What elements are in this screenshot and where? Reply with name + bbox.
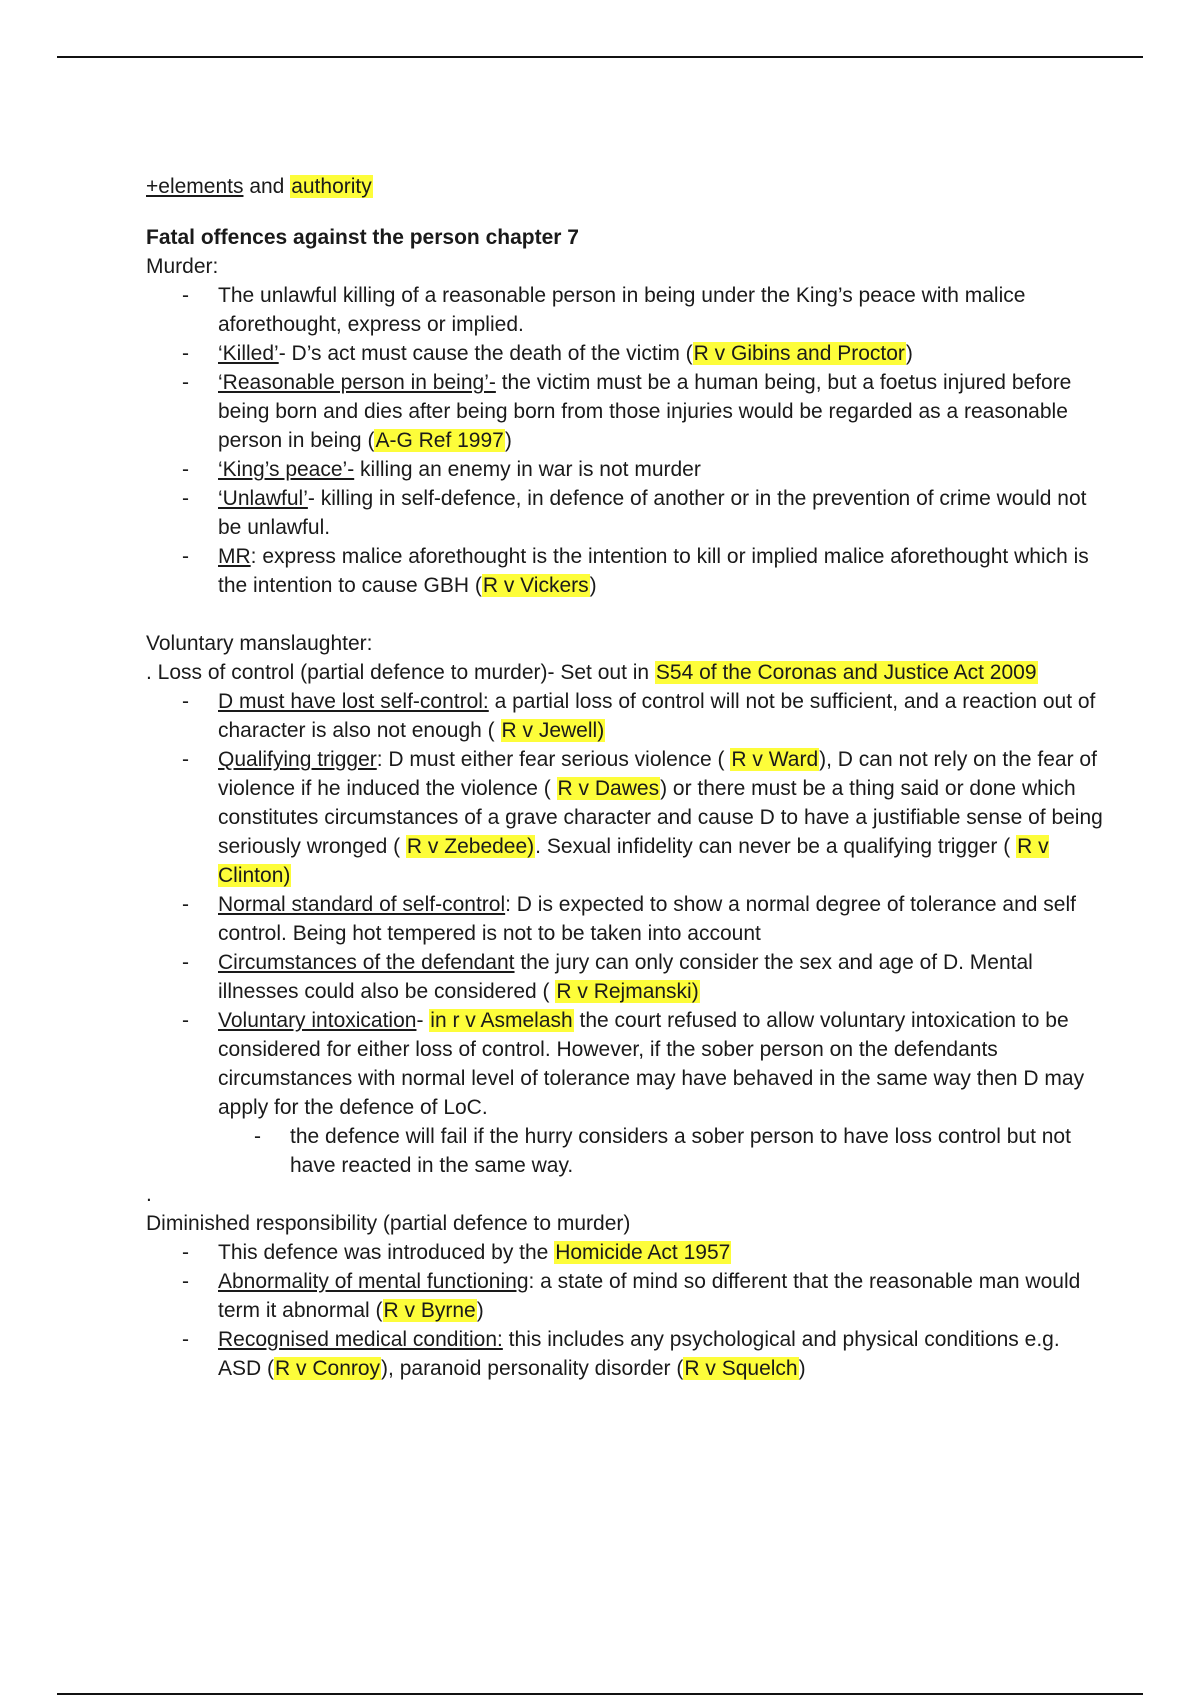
case-highlight: in r v Asmelash [430, 1009, 573, 1032]
stray-dot: . [146, 1183, 152, 1206]
document-body [146, 172, 1106, 1383]
authority-highlight: authority [291, 175, 372, 198]
diminished-item: - Recognised medical condition: this includes any psychological and physical conditions e.g. ASD (R v Conroy), paranoid personality disorder (R v Squelch) [218, 1325, 1106, 1383]
diminished-list [146, 1238, 1106, 1383]
loc-item-intoxication: - Voluntary intoxication- in r v Asmelash the court refused to allow voluntary intoxication to be considered for either loss of control. However, if the sober person on the defendants circumstances with normal level of tolerance may have behaved in the same way then D may apply for the defence of LoC. - the defence will fail if the hurry considers a sober person to have loss control but not have reacted in the same way. [218, 1006, 1106, 1180]
intoxication-subitem: - the defence will fail if the hurry considers a sober person to have loss control but not have reacted in the same way. [290, 1122, 1106, 1180]
case-highlight: R v Squelch [684, 1357, 798, 1380]
diminished-item: - This defence was introduced by the Homicide Act 1957 [218, 1238, 1106, 1267]
bottom-rule [57, 1693, 1143, 1695]
case-highlight: R v Zebedee) [406, 835, 535, 858]
case-highlight: R v Clinton) [218, 835, 1049, 887]
murder-item: - ‘Killed’- D’s act must cause the death of the victim (R v Gibins and Proctor) [218, 339, 1106, 368]
statute-highlight: Homicide Act 1957 [555, 1241, 731, 1264]
murder-item: - ‘King’s peace’- killing an enemy in war is not murder [218, 455, 1106, 484]
case-highlight: A-G Ref 1997 [375, 429, 504, 452]
top-rule [57, 56, 1143, 58]
elements-label: +elements [146, 175, 244, 198]
murder-item: - ‘Unlawful’- killing in self-defence, in defence of another or in the prevention of crime would not be unlawful. [218, 484, 1106, 542]
case-highlight: R v Rejmanski) [556, 980, 699, 1003]
diminished-heading: Diminished responsibility (partial defence to murder) [146, 1212, 631, 1235]
murder-item: - The unlawful killing of a reasonable person in being under the King’s peace with malice aforethought, express or implied. [218, 281, 1106, 339]
voluntary-heading: Voluntary manslaughter: [146, 632, 373, 655]
header-line [146, 172, 1106, 201]
intoxication-sublist [218, 1122, 1106, 1180]
murder-list [146, 281, 1106, 600]
case-highlight: R v Byrne [383, 1299, 476, 1322]
case-highlight: R v Gibins and Proctor [693, 342, 905, 365]
case-highlight: R v Vickers [482, 574, 589, 597]
case-highlight: R v Jewell) [501, 719, 605, 742]
case-highlight: R v Dawes [557, 777, 660, 800]
statute-highlight: S54 of the Coronas and Justice Act 2009 [655, 661, 1037, 684]
murder-heading: Murder: [146, 255, 219, 278]
loss-of-control-list [146, 687, 1106, 1180]
loss-of-control-intro: . Loss of control (partial defence to murder)- Set out in S54 of the Coronas and Justice Act 2009 [146, 661, 1037, 684]
murder-item: - MR: express malice aforethought is the intention to kill or implied malice aforethought which is the intention to cause GBH (R v Vickers) [218, 542, 1106, 600]
document-title: Fatal offences against the person chapter 7 [146, 226, 579, 249]
loc-item: - Normal standard of self-control: D is expected to show a normal degree of tolerance and self control. Being hot tempered is not to be taken into account [218, 890, 1106, 948]
loc-item-qualifying-trigger: - Qualifying trigger: D must either fear serious violence ( R v Ward), D can not rely on the fear of violence if he induced the violence ( R v Dawes) or there must be a thing said or done which constitutes circumstances of a grave character and cause D to have a justifiable sense of being seriously wronged ( R v Zebedee). Sexual infidelity can never be a qualifying trigger ( R v Clinton) [218, 745, 1106, 890]
and-text: and [243, 175, 291, 198]
loc-item: - D must have lost self-control: a partial loss of control will not be sufficient, and a reaction out of character is also not enough ( R v Jewell) [218, 687, 1106, 745]
loc-item: - Circumstances of the defendant the jury can only consider the sex and age of D. Mental illnesses could also be considered ( R v Rejmanski) [218, 948, 1106, 1006]
diminished-item: - Abnormality of mental functioning: a state of mind so different that the reasonable man would term it abnormal (R v Byrne) [218, 1267, 1106, 1325]
case-highlight: R v Conroy [275, 1357, 381, 1380]
case-highlight: R v Ward [731, 748, 819, 771]
murder-item: - ‘Reasonable person in being’- the victim must be a human being, but a foetus injured before being born and dies after being born from those injuries would be regarded as a reasonable person in being (A-G Ref 1997) [218, 368, 1106, 455]
